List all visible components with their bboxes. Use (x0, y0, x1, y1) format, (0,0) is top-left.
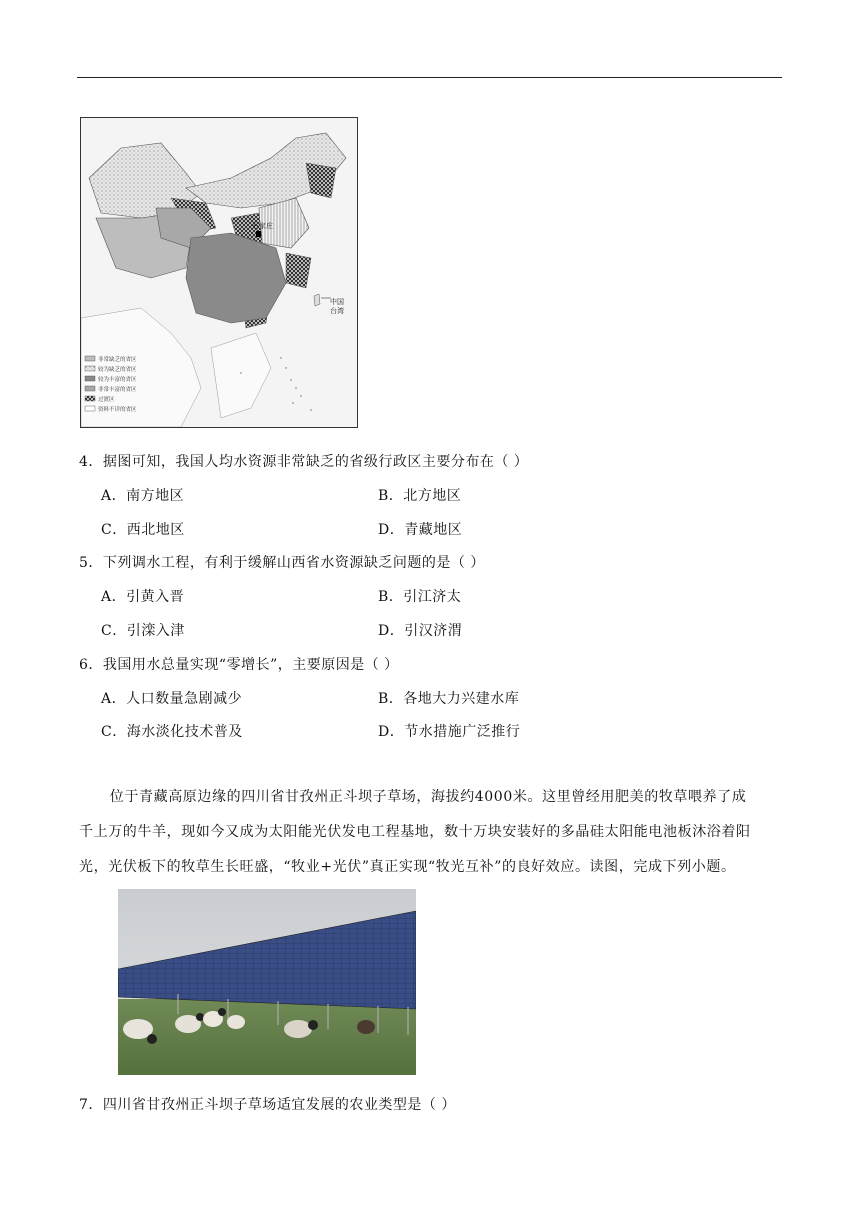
legend-item: 资料不详的省区 (98, 407, 137, 413)
question-4-stem: 4．据图可知，我国人均水资源非常缺乏的省级行政区主要分布在（ ） (79, 454, 529, 470)
question-7-stem: 7．四川省甘孜州正斗坝子草场适宜发展的农业类型是（ ） (79, 1097, 456, 1113)
question-6-option-c[interactable]: C．海水淡化技术普及 (101, 724, 243, 740)
question-5-option-a[interactable]: A．引黄入晋 (101, 589, 185, 605)
question-6-option-a[interactable]: A．人口数量急剧减少 (101, 691, 243, 707)
legend-item: 过渡区 (98, 397, 115, 403)
question-4-option-a[interactable]: A．南方地区 (101, 488, 185, 504)
legend-item: 较为丰富的省区 (98, 377, 137, 383)
question-4-option-b[interactable]: B．北方地区 (378, 488, 462, 504)
header-rule (77, 77, 782, 78)
city-marker (256, 231, 261, 237)
legend-item: 非常丰富的省区 (98, 387, 137, 393)
question-5-option-b[interactable]: B．引江济太 (378, 589, 462, 605)
passage-line-1: 位于青藏高原边缘的四川省甘孜州正斗坝子草场，海拔约4000米。这里曾经用肥美的牧草喂养了成 (109, 789, 747, 805)
question-6-option-b[interactable]: B．各地大力兴建水库 (378, 691, 520, 707)
taiwan-label-1: 中国 (330, 298, 344, 306)
solar-grassland-photo (118, 889, 416, 1075)
passage-line-2: 千上万的牛羊，现如今又成为太阳能光伏发电工程基地，数十万块安装好的多晶硅太阳能电池板沐浴着阳 (79, 824, 751, 840)
water-resources-map (80, 117, 358, 428)
question-4-option-c[interactable]: C．西北地区 (101, 522, 185, 538)
question-6-stem: 6．我国用水总量实现“零增长”，主要原因是（ ） (79, 657, 399, 673)
question-4-option-d[interactable]: D．青藏地区 (378, 522, 463, 538)
taiwan-label-2: 台湾 (330, 307, 344, 315)
question-5-option-c[interactable]: C．引滦入津 (101, 623, 185, 639)
passage-line-3: 光，光伏板下的牧草生长旺盛，“牧业+光伏”真正实现“牧光互补”的良好效应。读图，完成下列小题。 (79, 859, 736, 875)
question-5-option-d[interactable]: D．引汉济渭 (378, 623, 463, 639)
question-5-stem: 5．下列调水工程，有利于缓解山西省水资源缺乏问题的是（ ） (79, 555, 485, 571)
legend-item: 非常缺乏的省区 (98, 357, 137, 363)
city-label: 石家庄 (252, 222, 273, 230)
legend-item: 较为缺乏的省区 (98, 367, 137, 373)
question-6-option-d[interactable]: D．节水措施广泛推行 (378, 724, 521, 740)
reading-passage (79, 780, 784, 885)
